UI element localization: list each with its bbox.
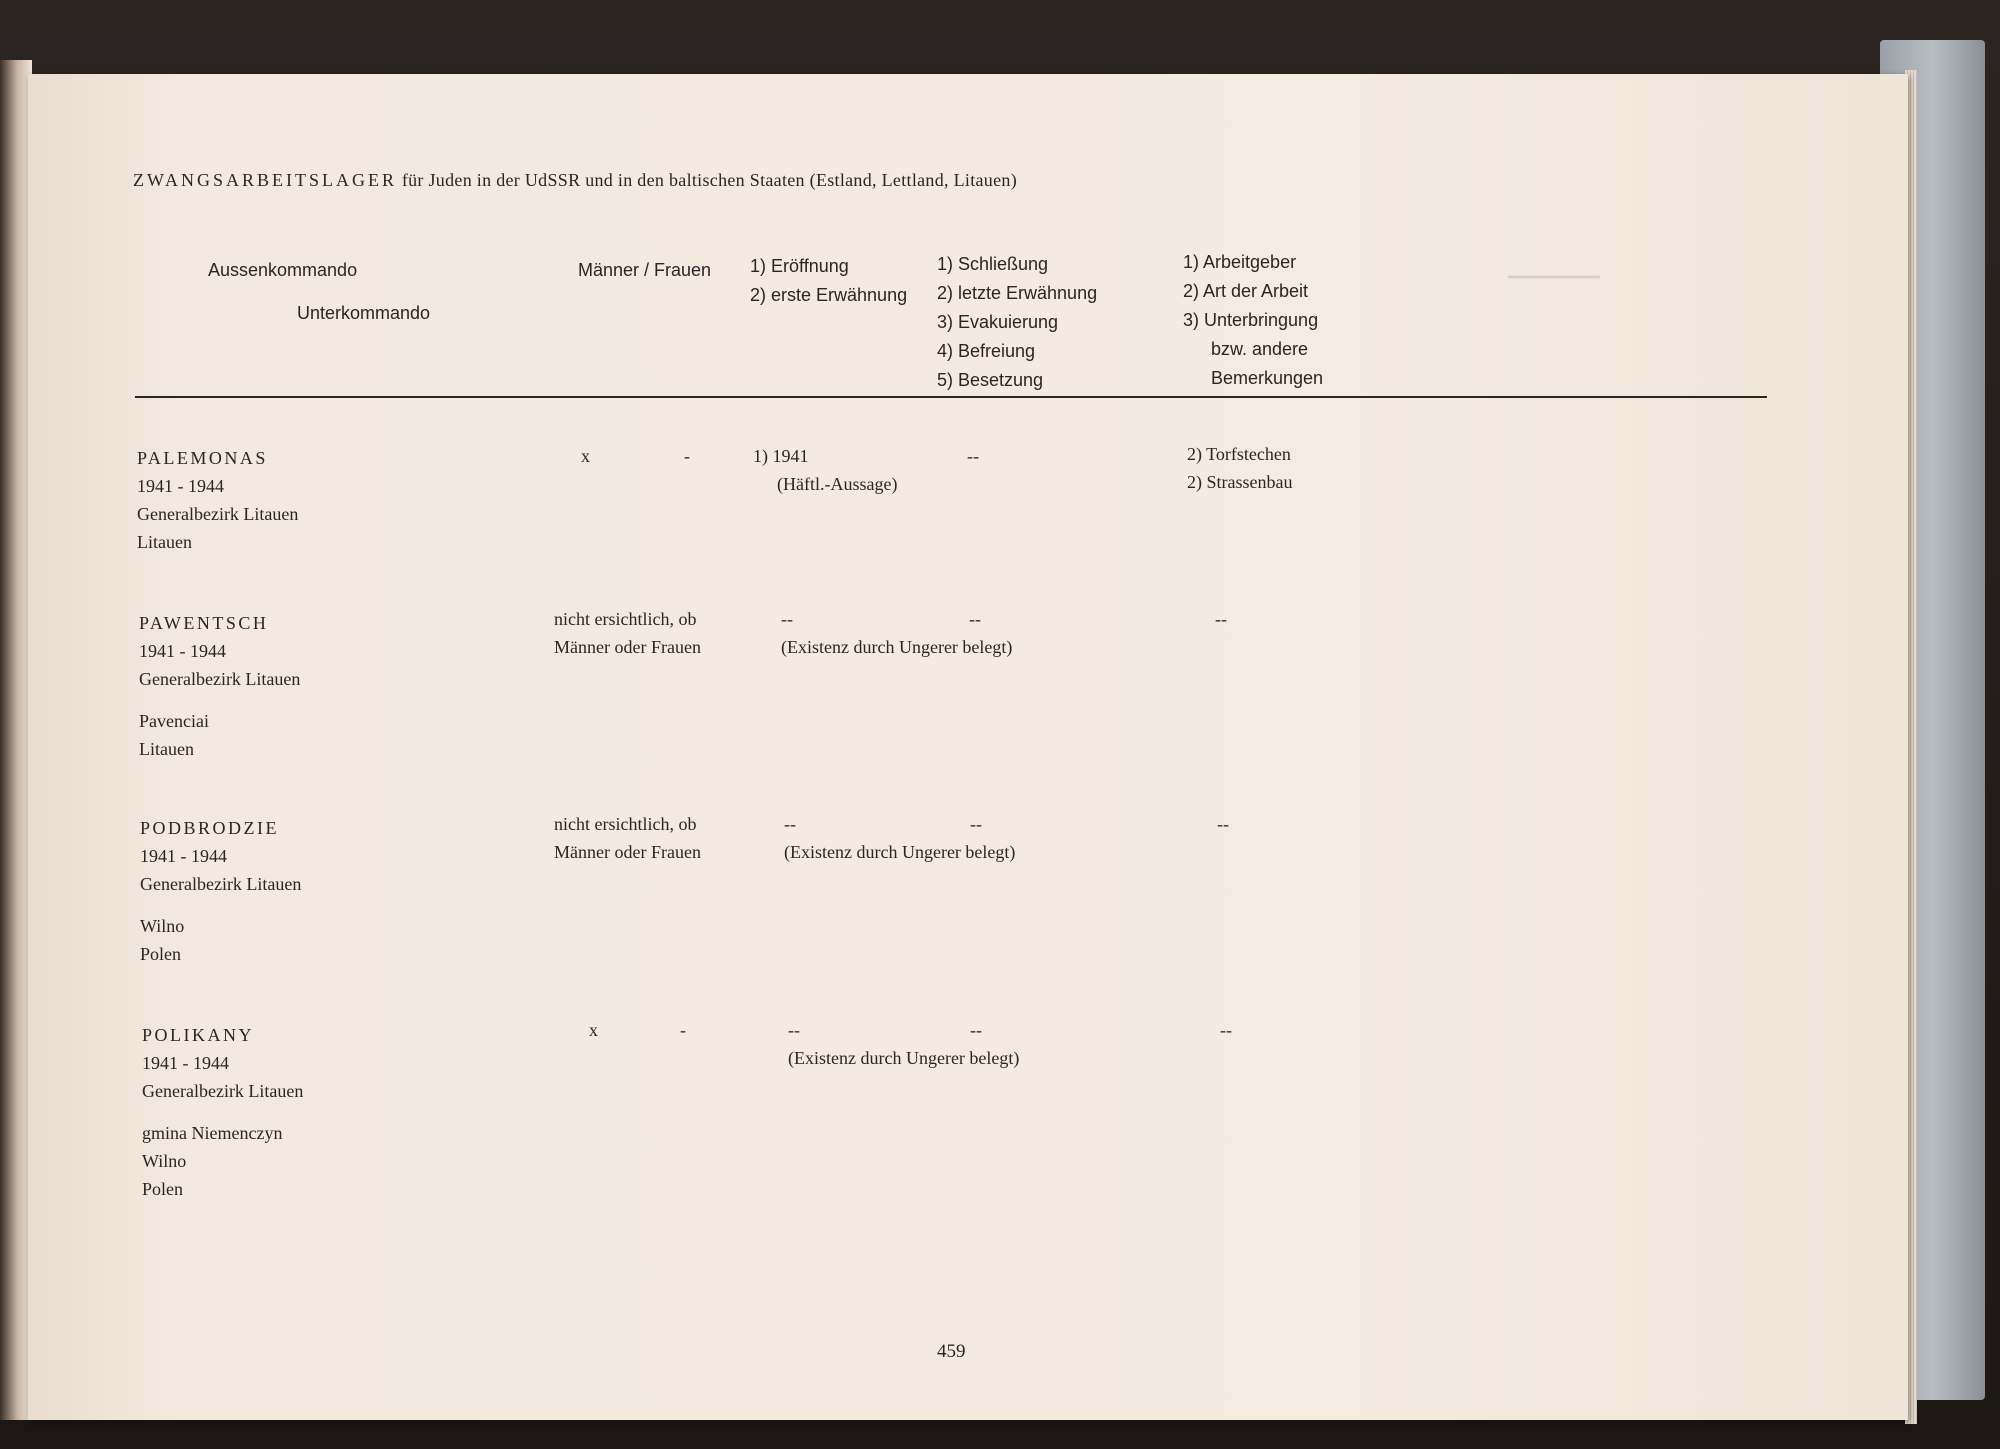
camp-place: Litauen [139, 739, 194, 759]
closing-info: -- [967, 446, 979, 466]
camp-years: 1941 - 1944 [139, 641, 226, 661]
camp-entry [139, 609, 300, 763]
men-women-line: nicht ersichtlich, ob [554, 814, 697, 834]
header-close-line: 4) Befreiung [937, 341, 1036, 361]
women-mark: - [684, 446, 690, 466]
camp-years: 1941 - 1944 [140, 846, 227, 866]
camp-name: PALEMONAS [137, 448, 268, 468]
header-aussenkommando: Aussenkommando [208, 260, 358, 280]
opening-line: (Existenz durch Ungerer belegt) [784, 842, 1016, 862]
camp-years: 1941 - 1944 [142, 1053, 229, 1073]
opening-line: -- [788, 1020, 800, 1040]
header-rule [135, 396, 1767, 398]
camp-region: Generalbezirk Litauen [142, 1081, 304, 1101]
header-open-line: 1) Eröffnung [750, 256, 849, 276]
opening-info [788, 1016, 1019, 1072]
camp-place: Pavenciai [139, 711, 209, 731]
camp-place: Litauen [137, 532, 192, 552]
women-mark: - [680, 1020, 686, 1040]
men-women-note [554, 605, 701, 661]
camp-years: 1941 - 1944 [137, 476, 224, 496]
work-info: -- [1215, 609, 1227, 629]
opening-line: (Existenz durch Ungerer belegt) [781, 637, 1013, 657]
header-unterkommando: Unterkommando [297, 303, 431, 323]
header-maenner-frauen: Männer / Frauen [578, 260, 712, 280]
header-close-line: 3) Evakuierung [937, 312, 1059, 332]
camp-entry [140, 814, 301, 968]
camp-region: Generalbezirk Litauen [137, 504, 299, 524]
header-close-line: 5) Besetzung [937, 370, 1044, 390]
header-open-line: 2) erste Erwähnung [750, 285, 908, 305]
closing-info: -- [970, 1020, 982, 1040]
camp-entry [137, 444, 298, 556]
work-line: 2) Torfstechen [1187, 444, 1291, 464]
page-title [133, 170, 1017, 191]
opening-line: -- [781, 609, 793, 629]
men-women-line: Männer oder Frauen [554, 637, 701, 657]
page-number: 459 [937, 1341, 966, 1362]
header-close-line: 1) Schließung [937, 254, 1049, 274]
camp-place: Polen [140, 944, 182, 964]
work-info: -- [1217, 814, 1229, 834]
header-eroeffnung [750, 252, 907, 310]
work-line: 2) Strassenbau [1187, 472, 1293, 492]
closing-info: -- [970, 814, 982, 834]
header-work-line: bzw. andere [1211, 339, 1309, 359]
title-caps: ZWANGSARBEITSLAGER [133, 170, 397, 190]
men-mark: x [581, 446, 590, 466]
camp-entry [142, 1021, 303, 1203]
work-info [1187, 440, 1292, 496]
header-arbeitgeber [1183, 248, 1323, 393]
opening-line: (Häftl.-Aussage) [777, 474, 898, 494]
camp-place: Polen [142, 1179, 184, 1199]
camp-name: PODBRODZIE [140, 818, 280, 838]
men-women-line: Männer oder Frauen [554, 842, 701, 862]
camp-name: PAWENTSCH [139, 613, 269, 633]
camp-place: gmina Niemenczyn [142, 1123, 283, 1143]
show-through: ▁▁▁▁▁▁▁ [1508, 259, 1600, 278]
opening-line: (Existenz durch Ungerer belegt) [788, 1048, 1020, 1068]
title-rest: für Juden in der UdSSR und in den baltischen Staaten (Estland, Lettland, Litauen) [401, 170, 1017, 190]
camp-name: POLIKANY [142, 1025, 254, 1045]
header-work-line: Bemerkungen [1211, 368, 1324, 388]
work-info: -- [1220, 1020, 1232, 1040]
camp-region: Generalbezirk Litauen [140, 874, 302, 894]
header-work-line: 3) Unterbringung [1183, 310, 1319, 330]
header-schliessung [937, 250, 1097, 395]
men-women-line: nicht ersichtlich, ob [554, 609, 697, 629]
closing-info: -- [969, 609, 981, 629]
header-close-line: 2) letzte Erwähnung [937, 283, 1098, 303]
camp-place: Wilno [140, 916, 185, 936]
camp-region: Generalbezirk Litauen [139, 669, 301, 689]
opening-info [753, 442, 897, 498]
header-work-line: 2) Art der Arbeit [1183, 281, 1309, 301]
men-mark: x [589, 1020, 598, 1040]
header-work-line: 1) Arbeitgeber [1183, 252, 1297, 272]
opening-line: -- [784, 814, 796, 834]
opening-line: 1) 1941 [753, 446, 809, 466]
camp-place: Wilno [142, 1151, 187, 1171]
men-women-note [554, 810, 701, 866]
